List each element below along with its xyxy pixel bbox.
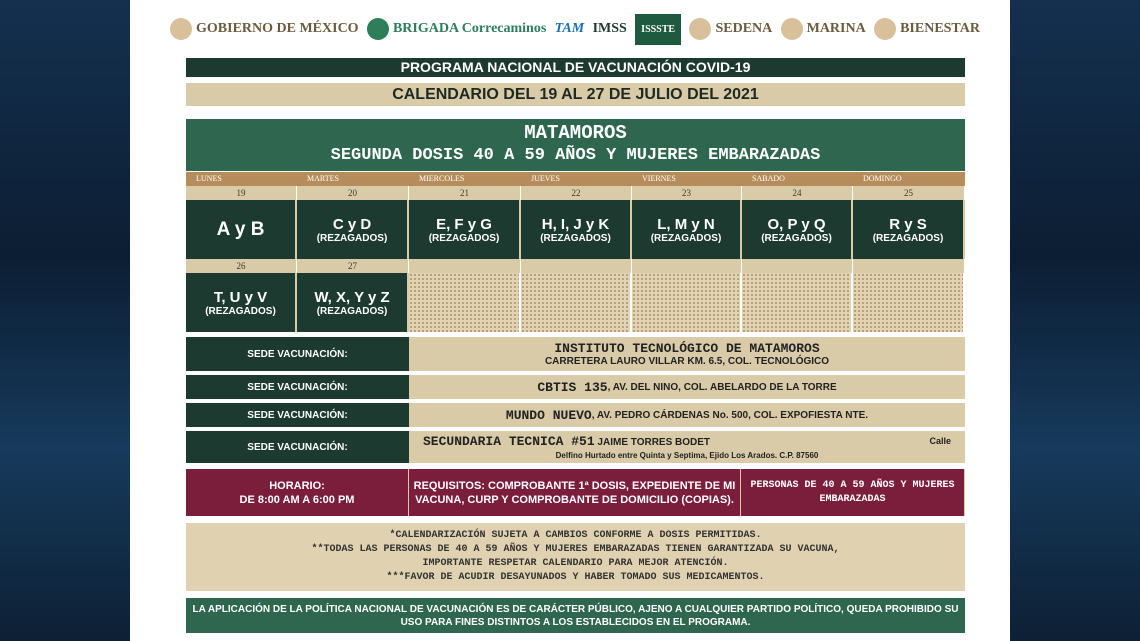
horario: HORARIO: DE 8:00 AM A 6:00 PM bbox=[186, 469, 409, 516]
sede-label: SEDE VACUNACIÓN: bbox=[186, 337, 409, 371]
empty-cell bbox=[632, 273, 742, 332]
subtitle: SEGUNDA DOSIS 40 A 59 AÑOS Y MUJERES EMBARAZADAS bbox=[330, 146, 821, 165]
sede-row bbox=[186, 403, 965, 427]
date-row-2 bbox=[186, 259, 965, 273]
sede-address: , AV. PEDRO CÁRDENAS No. 500, COL. EXPOFIESTA NTE. bbox=[591, 409, 869, 421]
sede-label: SEDE VACUNACIÓN: bbox=[186, 431, 409, 463]
logo-bienestar: BIENESTAR bbox=[874, 18, 980, 40]
seal-icon bbox=[689, 18, 711, 40]
letter-cell: C y D (REZAGADOS) bbox=[297, 200, 409, 259]
day-label: VIERNES bbox=[642, 174, 676, 183]
letter-cell: W, X, Y y Z (REZAGADOS) bbox=[297, 273, 409, 332]
sede-row bbox=[186, 337, 965, 371]
empty-cell bbox=[521, 273, 632, 332]
sede-name: MUNDO NUEVO bbox=[505, 407, 592, 423]
sede-label: SEDE VACUNACIÓN: bbox=[186, 403, 409, 427]
letter-cell: T, U y V (REZAGADOS) bbox=[186, 273, 297, 332]
logo-row bbox=[170, 8, 980, 50]
logo-issste: ISSSTE bbox=[635, 14, 681, 45]
sede-name: SECUNDARIA TECNICA #51 bbox=[423, 434, 595, 449]
date: 23 bbox=[632, 186, 742, 200]
sede-address-2: Delfino Hurtado entre Quinta y Septima, Ejido Los Arados. C.P. 87560 bbox=[555, 451, 819, 460]
notes bbox=[186, 523, 965, 591]
note: **TODAS LAS PERSONAS DE 40 A 59 AÑOS Y MUJERES EMBARAZADAS TIENEN GARANTIZADA SU VACUNA, bbox=[311, 544, 840, 555]
blurred-background-left bbox=[0, 0, 130, 641]
info-row bbox=[186, 469, 965, 516]
empty-cell bbox=[853, 273, 965, 332]
empty-cell bbox=[742, 273, 853, 332]
date: 20 bbox=[297, 186, 409, 200]
seal-icon bbox=[874, 18, 896, 40]
letter-cell: L, M y N (REZAGADOS) bbox=[632, 200, 742, 259]
day-label: MARTES bbox=[307, 174, 339, 183]
letter-cell: H, I, J y K (REZAGADOS) bbox=[521, 200, 632, 259]
weekday-header bbox=[186, 172, 965, 186]
note: ***FAVOR DE ACUDIR DESAYUNADOS Y HABER TOMADO SUS MEDICAMENTOS. bbox=[386, 572, 765, 583]
vaccination-poster bbox=[130, 0, 1010, 641]
sede-row bbox=[186, 431, 965, 463]
sede-name: INSTITUTO TECNOLÓGICO DE MATAMOROS bbox=[554, 341, 820, 356]
sede-address: CARRETERA LAURO VILLAR KM. 6.5, COL. TECNOLÓGICO bbox=[544, 356, 830, 367]
letters-row-2 bbox=[186, 273, 965, 332]
logo-sedena: SEDENA bbox=[689, 18, 772, 40]
date: 24 bbox=[742, 186, 853, 200]
logo-brigada: BRIGADA Correcaminos bbox=[367, 18, 546, 40]
letter-cell: E, F y G (REZAGADOS) bbox=[409, 200, 521, 259]
letter-cell: R y S (REZAGADOS) bbox=[853, 200, 965, 259]
date-row-1 bbox=[186, 186, 965, 200]
sede-address-extra: Calle bbox=[929, 436, 951, 446]
date: 25 bbox=[853, 186, 965, 200]
logo-imss: IMSS bbox=[592, 21, 627, 36]
day-label: DOMINGO bbox=[863, 174, 902, 183]
calendar-title: CALENDARIO DEL 19 AL 27 DE JULIO DEL 2021 bbox=[186, 83, 965, 106]
footer-disclaimer: LA APLICACIÓN DE LA POLÍTICA NACIONAL DE VACUNACIÓN ES DE CARÁCTER PÚBLICO, AJENO A CUALQUIER PARTIDO POLÍTICO, QUEDA PROHIBIDO SU USO PARA FINES DISTINTOS A LOS ESTABLECIDOS EN EL PROGRAMA. bbox=[186, 598, 965, 633]
note: *CALENDARIZACIÓN SUJETA A CAMBIOS CONFORME A DOSIS PERMITIDAS. bbox=[389, 530, 762, 541]
logo-tam: TAM bbox=[554, 21, 585, 36]
date: 27 bbox=[297, 259, 409, 273]
date: 19 bbox=[186, 186, 297, 200]
blurred-background-right bbox=[1010, 0, 1140, 641]
target-population: PERSONAS DE 40 A 59 AÑOS Y MUJERES EMBARAZADAS bbox=[741, 469, 965, 516]
city-banner bbox=[186, 119, 965, 171]
program-title: PROGRAMA NACIONAL DE VACUNACIÓN COVID-19 bbox=[186, 58, 965, 77]
bird-icon bbox=[367, 18, 389, 40]
sede-row bbox=[186, 375, 965, 399]
empty-cell bbox=[409, 273, 521, 332]
date: 22 bbox=[521, 186, 632, 200]
sede-label: SEDE VACUNACIÓN: bbox=[186, 375, 409, 399]
letter-cell: O, P y Q (REZAGADOS) bbox=[742, 200, 853, 259]
note: IMPORTANTE RESPETAR CALENDARIO PARA MEJOR ATENCIÓN. bbox=[422, 558, 729, 569]
day-label: LUNES bbox=[196, 174, 222, 183]
date: 21 bbox=[409, 186, 521, 200]
sede-address: JAIME TORRES BODET bbox=[597, 437, 711, 448]
logo-marina: MARINA bbox=[781, 18, 866, 40]
date: 26 bbox=[186, 259, 297, 273]
logo-gobierno-mexico: GOBIERNO DE MÉXICO bbox=[170, 18, 359, 40]
letter-cell: A y B bbox=[186, 200, 297, 259]
day-label: MIERCOLES bbox=[419, 174, 465, 183]
city-name: MATAMOROS bbox=[524, 122, 627, 144]
day-label: JUEVES bbox=[531, 174, 560, 183]
seal-icon bbox=[170, 18, 192, 40]
sede-name: CBTIS 135 bbox=[537, 379, 608, 395]
requisitos: REQUISITOS: COMPROBANTE 1ª DOSIS, EXPEDIENTE DE MI VACUNA, CURP Y COMPROBANTE DE DOMICILIO (COPIAS). bbox=[409, 469, 741, 516]
letters-row-1 bbox=[186, 200, 965, 259]
day-label: SABADO bbox=[752, 174, 785, 183]
sede-address: , AV. DEL NINO, COL. ABELARDO DE LA TORRE bbox=[607, 381, 837, 393]
seal-icon bbox=[781, 18, 803, 40]
